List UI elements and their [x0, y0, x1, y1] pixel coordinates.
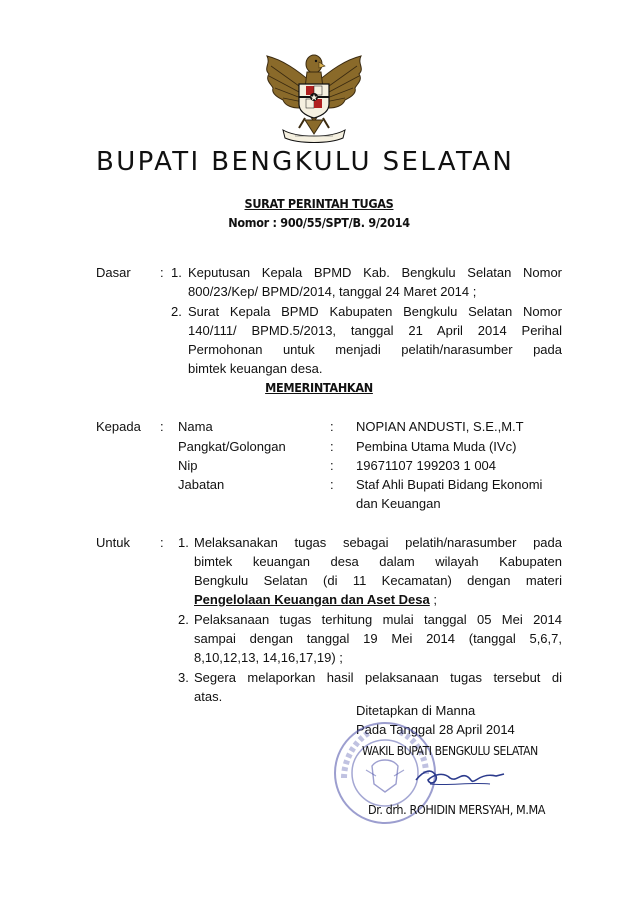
dasar-item-1-line-1: Keputusan Kepala BPMD Kab. Bengkulu Selatan Nomor	[188, 265, 562, 280]
field-sep-nip: :	[330, 458, 334, 473]
dasar-item-1-number: 1.	[171, 265, 182, 280]
untuk-item-3-line-2: atas.	[194, 689, 223, 704]
order-heading: MEMERINTAHKAN	[265, 380, 373, 395]
untuk-item-2-line-2: sampai dengan tanggal 19 Mei 2014 (tanggal 5,6,7,	[194, 631, 562, 646]
document-title: SURAT PERINTAH TUGAS	[244, 196, 394, 211]
field-value-nip: 19671107 199203 1 004	[356, 458, 497, 473]
untuk-item-1-line-2: bimtek keuangan desa dalam wilayah Kabupaten	[194, 554, 562, 569]
kepada-label: Kepada	[96, 419, 141, 434]
dasar-item-1-line-2: 800/23/Kep/ BPMD/2014, tanggal 24 Maret 2014 ;	[188, 284, 477, 299]
dasar-colon: :	[160, 265, 164, 280]
closing-place: Ditetapkan di Manna	[356, 703, 476, 718]
document-number: Nomor : 900/55/SPT/B. 9/2014	[228, 215, 410, 230]
dasar-item-2-line-2: 140/111/ BPMD.5/2013, tanggal 21 April 2014 Perihal	[188, 323, 562, 338]
materi-tail: ;	[429, 592, 437, 607]
untuk-label: Untuk	[96, 535, 130, 550]
untuk-item-1-line-1: Melaksanakan tugas sebagai pelatih/narasumber pada	[194, 535, 562, 550]
untuk-item-3-line-1: Segera melaporkan hasil pelaksanaan tugas tersebut di	[194, 670, 562, 685]
untuk-item-1-number: 1.	[178, 535, 189, 550]
field-sep-pangkat: :	[330, 439, 334, 454]
untuk-item-1-line-4	[194, 590, 437, 609]
field-value-nama: NOPIAN ANDUSTI, S.E.,M.T	[356, 419, 524, 434]
signer-title: WAKIL BUPATI BENGKULU SELATAN	[362, 744, 538, 758]
closing-date: Pada Tanggal 28 April 2014	[356, 722, 515, 737]
dasar-item-2-line-4: bimtek keuangan desa.	[188, 361, 323, 376]
garuda-emblem-icon	[253, 42, 375, 147]
field-sep-jabatan: :	[330, 477, 334, 492]
field-label-jabatan: Jabatan	[178, 477, 225, 492]
untuk-item-2-line-3: 8,10,12,13, 14,16,17,19) ;	[194, 650, 343, 665]
field-label-pangkat: Pangkat/Golongan	[178, 439, 286, 454]
untuk-colon: :	[160, 535, 164, 550]
field-value-jabatan: Staf Ahli Bupati Bidang Ekonomi	[356, 477, 543, 492]
field-value-pangkat: Pembina Utama Muda (IVc)	[356, 439, 517, 454]
dasar-label: Dasar	[96, 265, 131, 280]
field-value-jabatan-cont: dan Keuangan	[356, 496, 441, 511]
dasar-item-2-number: 2.	[171, 304, 182, 319]
untuk-item-1-line-3: Bengkulu Selatan (di 11 Kecamatan) dengan materi	[194, 573, 562, 588]
untuk-item-2-line-1: Pelaksanaan tugas terhitung mulai tanggal 05 Mei 2014	[194, 612, 562, 627]
untuk-item-3-number: 3.	[178, 670, 189, 685]
signature-icon	[410, 762, 510, 792]
untuk-item-2-number: 2.	[178, 612, 189, 627]
signer-name: Dr. drh. ROHIDIN MERSYAH, M.MA	[368, 802, 546, 817]
dasar-item-2-line-3: Permohonan untuk menjadi pelatih/narasumber pada	[188, 342, 562, 357]
field-label-nip: Nip	[178, 458, 198, 473]
field-sep-nama: :	[330, 419, 334, 434]
materi-emphasis: Pengelolaan Keuangan dan Aset Desa	[194, 592, 430, 607]
header-title: BUPATI BENGKULU SELATAN	[96, 147, 515, 177]
dasar-item-2-line-1: Surat Kepala BPMD Kabupaten Bengkulu Selatan Nomor	[188, 304, 562, 319]
field-label-nama: Nama	[178, 419, 213, 434]
kepada-colon: :	[160, 419, 164, 434]
